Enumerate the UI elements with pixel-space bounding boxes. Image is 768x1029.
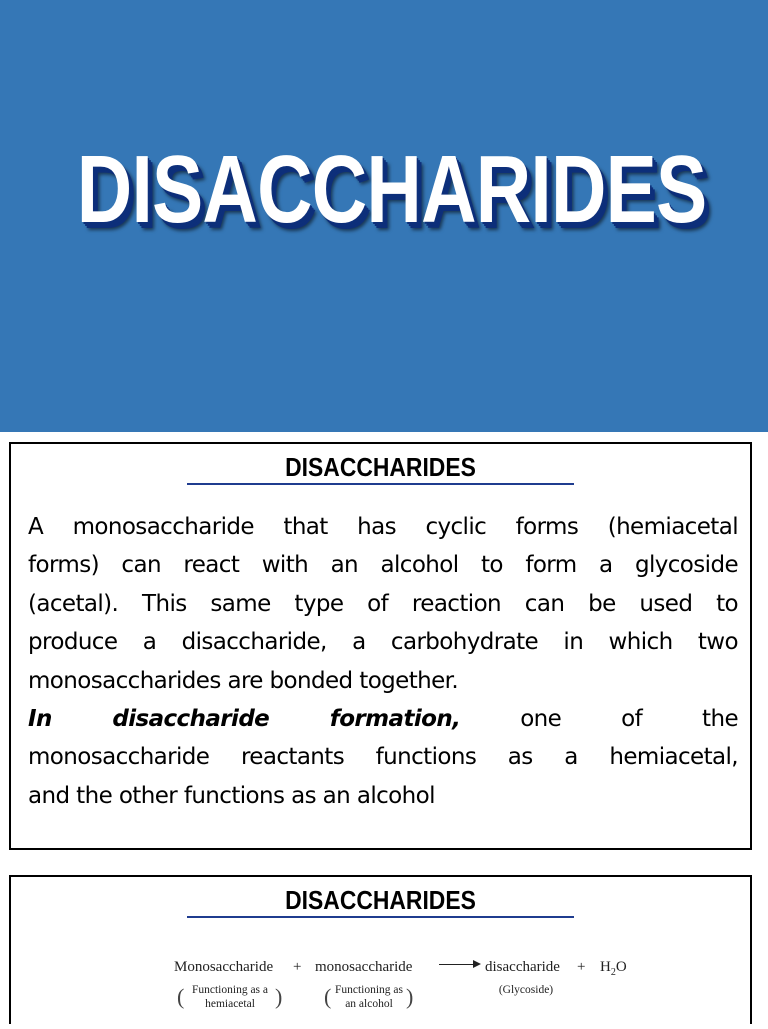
slide-equation <box>9 875 752 1024</box>
text-line: monosaccharide reactants functions as a hemiacetal, <box>28 744 738 771</box>
heading-underline <box>187 483 574 485</box>
product-1: disaccharide <box>485 959 560 975</box>
open-paren: ( <box>324 984 332 1009</box>
note-line: Functioning as a <box>191 984 269 996</box>
plus-sign: + <box>577 959 586 975</box>
slide-definition <box>9 442 752 850</box>
slide-heading: DISACCHARIDES <box>285 452 476 482</box>
close-paren: ) <box>406 984 414 1009</box>
reactant-1: Monosaccharide <box>174 959 274 975</box>
reactant-2: monosaccharide <box>315 959 413 975</box>
water-o: O <box>615 959 627 975</box>
text-line: A monosaccharide that has cyclic forms (hemiacetal <box>28 514 738 540</box>
text-line: and the other functions as an alcohol <box>28 782 435 809</box>
close-paren: ) <box>275 984 283 1009</box>
emphasis-text: In disaccharide formation, <box>28 706 461 733</box>
heading-underline <box>187 916 574 918</box>
reaction-arrow-icon <box>439 964 479 965</box>
definition-text <box>28 508 738 815</box>
product-2 <box>600 959 627 978</box>
note-line: Functioning as <box>334 984 404 996</box>
banner-title: DISACCHARIDES <box>76 136 707 243</box>
title-banner <box>0 0 768 432</box>
open-paren: ( <box>177 984 185 1009</box>
text-line: produce a disaccharide, a carbohydrate in which two <box>28 629 738 656</box>
text-segment: one of the <box>520 706 738 733</box>
plus-sign: + <box>293 959 302 975</box>
water-subscript: 2 <box>610 967 616 978</box>
text-line: (acetal). This same type of reaction can be used to <box>28 590 738 617</box>
note-glycoside: (Glycoside) <box>498 984 554 996</box>
text-line: forms) can react with an alcohol to form a glycoside <box>28 552 738 579</box>
note-hemiacetal <box>181 983 279 1011</box>
text-line: monosaccharides are bonded together. <box>28 667 459 694</box>
slide-heading: DISACCHARIDES <box>285 885 476 915</box>
reaction-equation <box>11 959 750 1029</box>
note-line: hemiacetal <box>205 998 255 1010</box>
water-h: H <box>600 959 611 975</box>
note-line: an alcohol <box>345 998 393 1010</box>
note-alcohol <box>328 983 410 1011</box>
emphasis-line <box>28 700 738 738</box>
